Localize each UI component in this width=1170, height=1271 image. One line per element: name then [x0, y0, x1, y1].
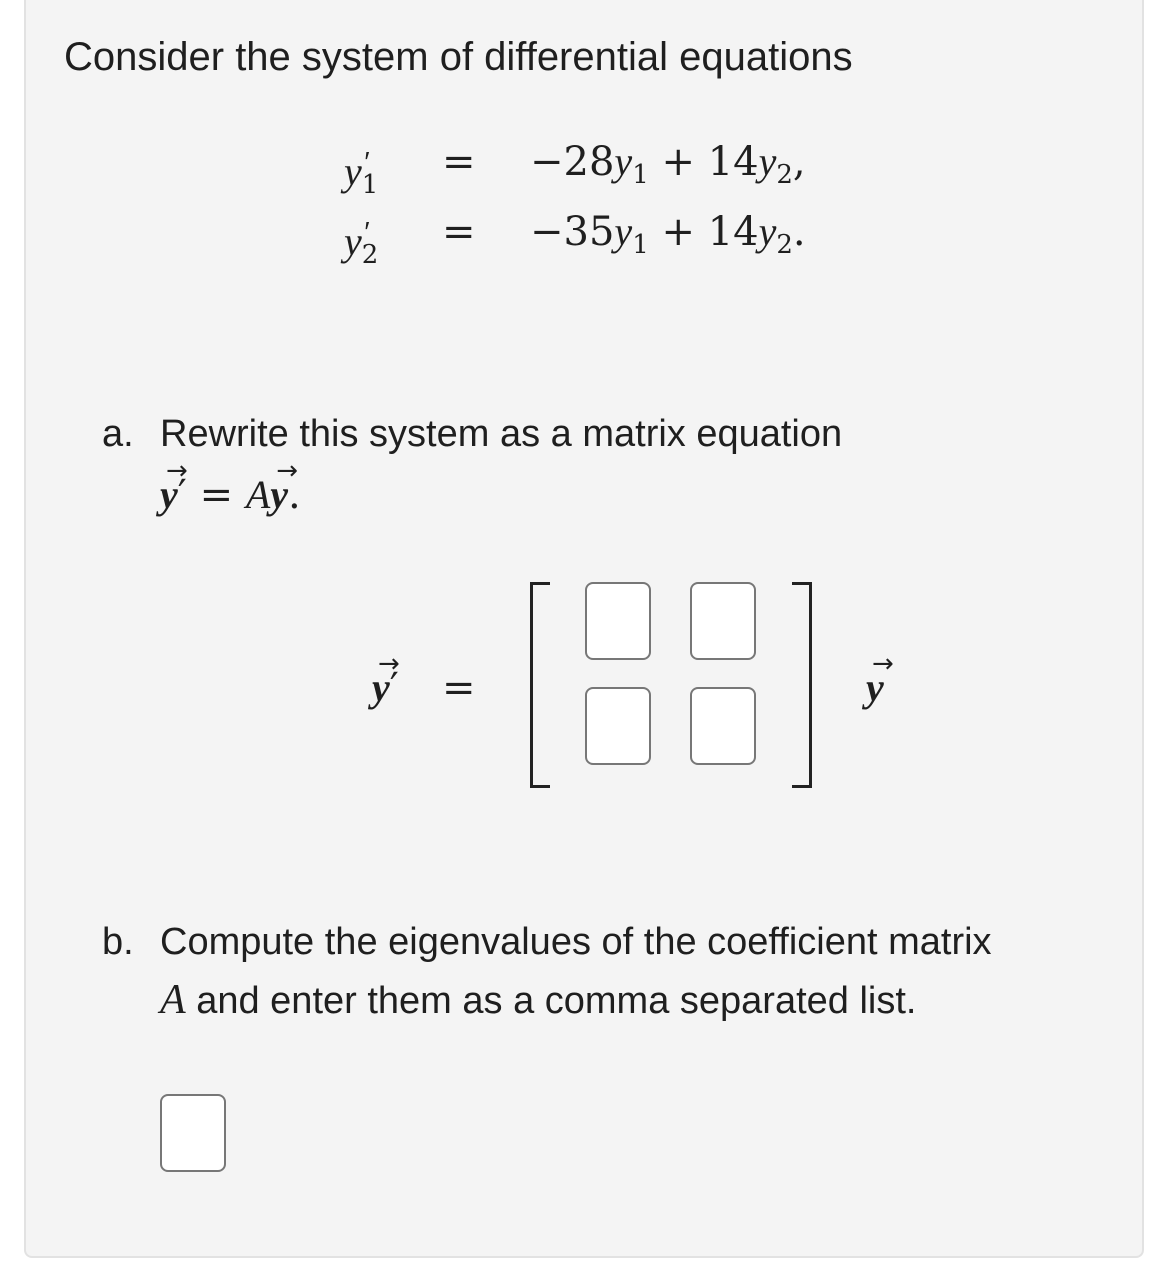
- formula-y-vector: → y: [160, 466, 178, 524]
- part-b-line1: Compute the eigenvalues of the coefficient matrix: [160, 921, 992, 963]
- eq1-equals: =: [442, 139, 476, 185]
- formula-y-vector-rhs: → y: [270, 466, 288, 524]
- part-b-line2-text: and enter them as a comma separated list.: [185, 980, 917, 1022]
- formula-prime: ′: [177, 472, 187, 518]
- eq2-lhs: [344, 212, 379, 275]
- matrix-input-a12[interactable]: [690, 582, 756, 660]
- matrix-lhs: [372, 665, 399, 711]
- matrix-input-a21[interactable]: [585, 687, 651, 765]
- eq1-rhs: [530, 139, 806, 195]
- matrix-input-a22[interactable]: [690, 687, 756, 765]
- eq1-sub2: 2: [776, 160, 793, 190]
- eq2-sub1: 1: [632, 230, 649, 260]
- eq2-rhs: [530, 209, 806, 265]
- eq1-end: ,: [792, 139, 806, 185]
- eq1-sub1: 1: [632, 160, 649, 190]
- eq2-equals: =: [442, 209, 476, 255]
- eq2-var2: y: [758, 209, 777, 254]
- eq1-plus: +: [648, 139, 708, 185]
- formula-A: A: [245, 472, 271, 517]
- matrix-rhs: [866, 665, 884, 710]
- matrix-rhs-y-vector: → y: [866, 668, 884, 708]
- eq2-end: .: [792, 209, 806, 255]
- part-a-label: a.: [102, 413, 134, 455]
- eq1-coef2: 14: [707, 139, 759, 185]
- eq1-lhs-sub: 1: [361, 170, 379, 200]
- eq1-lhs-prime: ′: [364, 146, 370, 177]
- part-b-line2: [160, 971, 916, 1030]
- matrix-input-a11[interactable]: [585, 582, 651, 660]
- part-b-label: b.: [102, 921, 134, 963]
- formula-end: .: [288, 472, 301, 518]
- eq1-var2: y: [758, 139, 777, 184]
- eq1-var1: y: [614, 139, 633, 184]
- eq2-plus: +: [648, 209, 708, 255]
- part-a-text: Rewrite this system as a matrix equation: [160, 413, 843, 455]
- eq1-lhs: [344, 142, 379, 205]
- eq1-lhs-var: y: [344, 149, 362, 194]
- eq2-lhs-var: y: [344, 219, 362, 264]
- eq2-coef2: 14: [707, 209, 759, 255]
- eq2-lhs-prime: ′: [364, 216, 370, 247]
- intro-text: Consider the system of differential equations: [64, 35, 853, 79]
- matrix-right-bracket: [792, 582, 812, 788]
- matrix-lhs-prime: ′: [389, 665, 399, 711]
- eq2-coef1: −35: [530, 209, 615, 255]
- eq2-lhs-sub: 2: [361, 240, 379, 270]
- part-b-matrix-A: A: [160, 977, 186, 1023]
- formula-equals: =: [186, 472, 246, 518]
- eigenvalues-input[interactable]: [160, 1094, 226, 1172]
- matrix-left-bracket: [530, 582, 550, 788]
- matrix-lhs-y-vector: → y: [372, 668, 390, 708]
- part-a-formula: [160, 466, 301, 524]
- eq1-coef1: −28: [530, 139, 615, 185]
- matrix-equals: =: [442, 665, 476, 711]
- eq2-sub2: 2: [776, 230, 793, 260]
- eq2-var1: y: [614, 209, 633, 254]
